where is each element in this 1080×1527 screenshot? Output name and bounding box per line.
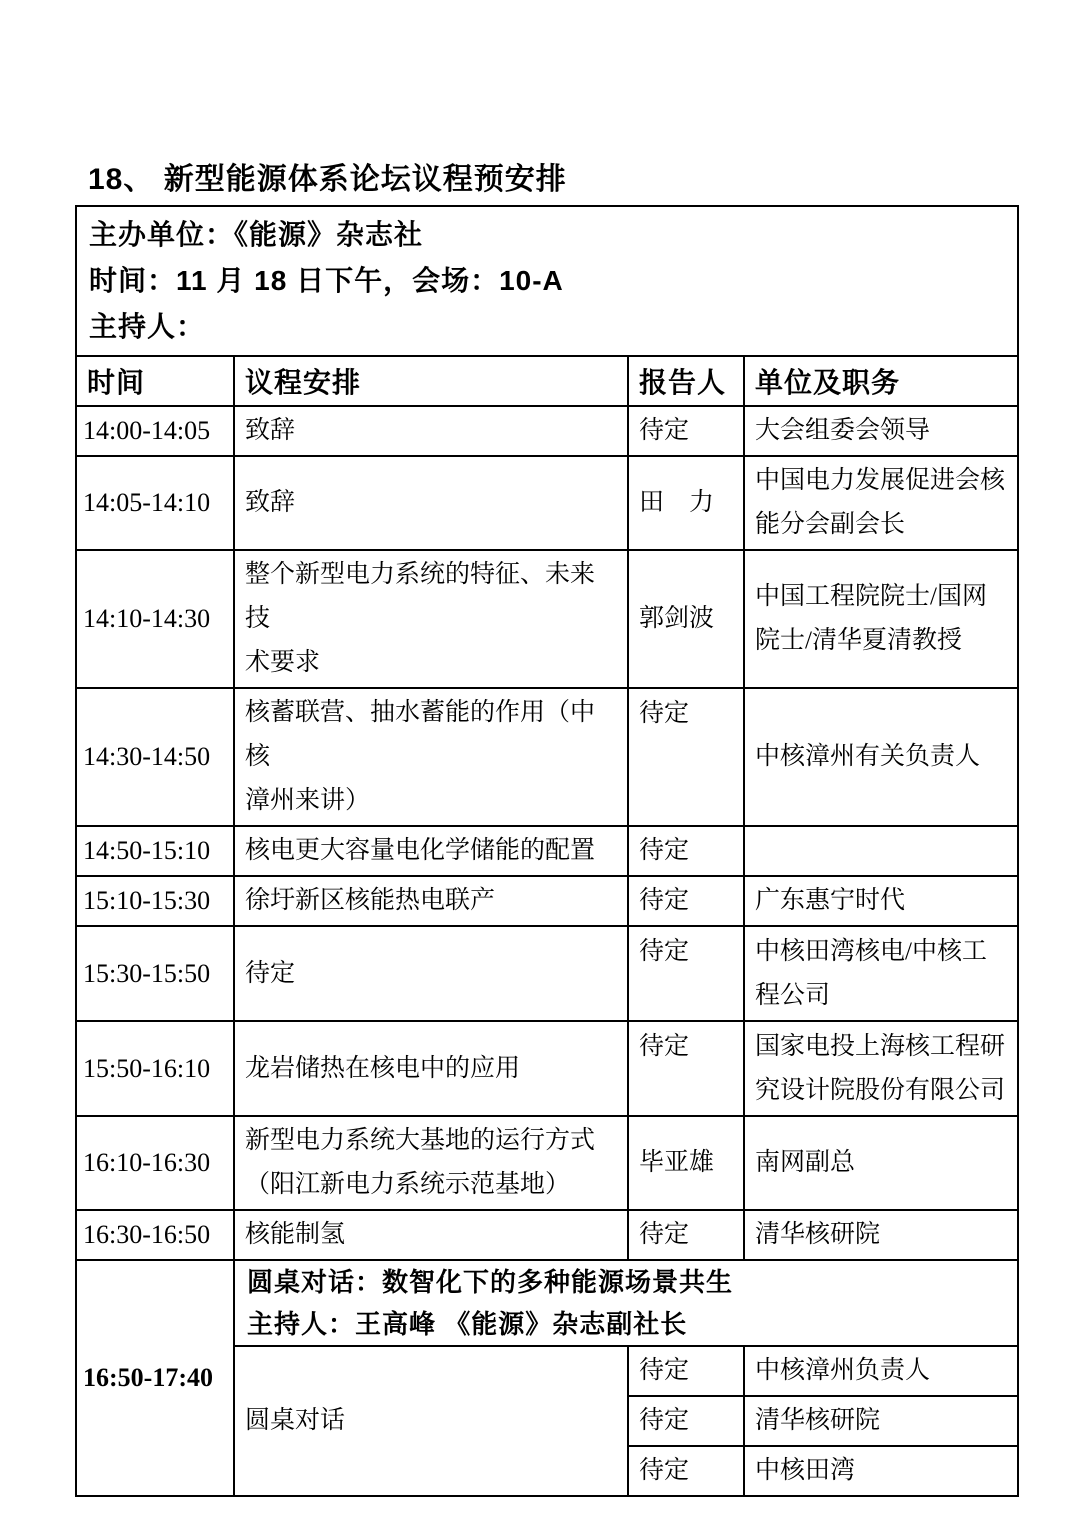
agenda-row bbox=[76, 826, 1018, 876]
roundtable-speaker-cell: 待定 bbox=[628, 1446, 744, 1496]
col-header-agenda: 议程安排 bbox=[234, 356, 628, 406]
agenda-cell: 核电更大容量电化学储能的配置 bbox=[234, 826, 628, 876]
time-cell: 15:30-15:50 bbox=[76, 926, 234, 1021]
roundtable-head-cell bbox=[234, 1260, 1018, 1346]
time-cell: 16:30-16:50 bbox=[76, 1210, 234, 1260]
org-cell: 广东惠宁时代 bbox=[744, 876, 1018, 926]
time-cell: 14:30-14:50 bbox=[76, 688, 234, 826]
roundtable-time-cell: 16:50-17:40 bbox=[76, 1260, 234, 1496]
speaker-cell: 毕亚雄 bbox=[628, 1116, 744, 1210]
agenda-row bbox=[76, 688, 1018, 826]
agenda-row bbox=[76, 1116, 1018, 1210]
agenda-row bbox=[76, 406, 1018, 456]
agenda-cell: 核能制氢 bbox=[234, 1210, 628, 1260]
org-cell: 中核田湾核电/中核工 程公司 bbox=[744, 926, 1018, 1021]
time-cell: 15:50-16:10 bbox=[76, 1021, 234, 1116]
agenda-cell: 整个新型电力系统的特征、未来技 术要求 bbox=[234, 550, 628, 688]
info-cell bbox=[76, 206, 1018, 356]
info-organizer-line: 主办单位：《能源》杂志社 bbox=[89, 219, 424, 250]
header-row bbox=[76, 356, 1018, 406]
speaker-cell: 待定 bbox=[628, 826, 744, 876]
agenda-row bbox=[76, 456, 1018, 550]
org-cell: 中国电力发展促进会核 能分会副会长 bbox=[744, 456, 1018, 550]
speaker-cell: 待定 bbox=[628, 926, 744, 1021]
speaker-cell: 待定 bbox=[628, 688, 744, 826]
roundtable-topic-line: 圆桌对话：数智化下的多种能源场景共生 bbox=[247, 1267, 734, 1297]
agenda-table bbox=[75, 205, 1019, 1497]
time-cell: 14:10-14:30 bbox=[76, 550, 234, 688]
speaker-cell: 待定 bbox=[628, 1021, 744, 1116]
speaker-cell: 郭剑波 bbox=[628, 550, 744, 688]
speaker-cell: 待定 bbox=[628, 406, 744, 456]
agenda-row bbox=[76, 926, 1018, 1021]
roundtable-org-cell: 中核田湾 bbox=[744, 1446, 1018, 1496]
org-cell: 大会组委会领导 bbox=[744, 406, 1018, 456]
agenda-cell: 致辞 bbox=[234, 406, 628, 456]
agenda-cell: 龙岩储热在核电中的应用 bbox=[234, 1021, 628, 1116]
roundtable-label-cell: 圆桌对话 bbox=[234, 1346, 628, 1496]
agenda-cell: 待定 bbox=[234, 926, 628, 1021]
org-cell: 国家电投上海核工程研 究设计院股份有限公司 bbox=[744, 1021, 1018, 1116]
info-time-line: 时间：11 月 18 日下午，会场：10-A bbox=[89, 265, 564, 296]
speaker-cell: 田 力 bbox=[628, 456, 744, 550]
roundtable-moderator-line: 主持人：王高峰 《能源》杂志副社长 bbox=[247, 1309, 688, 1339]
page-title: 18、 新型能源体系论坛议程预安排 bbox=[88, 163, 567, 196]
info-moderator-line: 主持人： bbox=[89, 311, 206, 342]
speaker-cell: 待定 bbox=[628, 1210, 744, 1260]
agenda-row bbox=[76, 1021, 1018, 1116]
time-cell: 14:50-15:10 bbox=[76, 826, 234, 876]
org-cell: 中国工程院院士/国网 院士/清华夏清教授 bbox=[744, 550, 1018, 688]
agenda-row bbox=[76, 1210, 1018, 1260]
speaker-cell: 待定 bbox=[628, 876, 744, 926]
info-row bbox=[76, 206, 1018, 356]
agenda-cell: 徐圩新区核能热电联产 bbox=[234, 876, 628, 926]
org-cell: 清华核研院 bbox=[744, 1210, 1018, 1260]
roundtable-org-cell: 清华核研院 bbox=[744, 1396, 1018, 1446]
roundtable-speaker-cell: 待定 bbox=[628, 1396, 744, 1446]
col-header-org: 单位及职务 bbox=[744, 356, 1018, 406]
time-cell: 14:05-14:10 bbox=[76, 456, 234, 550]
time-cell: 16:10-16:30 bbox=[76, 1116, 234, 1210]
col-header-time: 时间 bbox=[76, 356, 234, 406]
roundtable-speaker-cell: 待定 bbox=[628, 1346, 744, 1396]
agenda-cell: 新型电力系统大基地的运行方式 （阳江新电力系统示范基地） bbox=[234, 1116, 628, 1210]
agenda-cell: 核蓄联营、抽水蓄能的作用（中核 漳州来讲） bbox=[234, 688, 628, 826]
agenda-cell: 致辞 bbox=[234, 456, 628, 550]
time-cell: 15:10-15:30 bbox=[76, 876, 234, 926]
roundtable-header-row bbox=[76, 1260, 1018, 1346]
agenda-row bbox=[76, 550, 1018, 688]
time-cell: 14:00-14:05 bbox=[76, 406, 234, 456]
org-cell bbox=[744, 826, 1018, 876]
org-cell: 南网副总 bbox=[744, 1116, 1018, 1210]
roundtable-org-cell: 中核漳州负责人 bbox=[744, 1346, 1018, 1396]
col-header-speaker: 报告人 bbox=[628, 356, 744, 406]
agenda-row bbox=[76, 876, 1018, 926]
org-cell: 中核漳州有关负责人 bbox=[744, 688, 1018, 826]
